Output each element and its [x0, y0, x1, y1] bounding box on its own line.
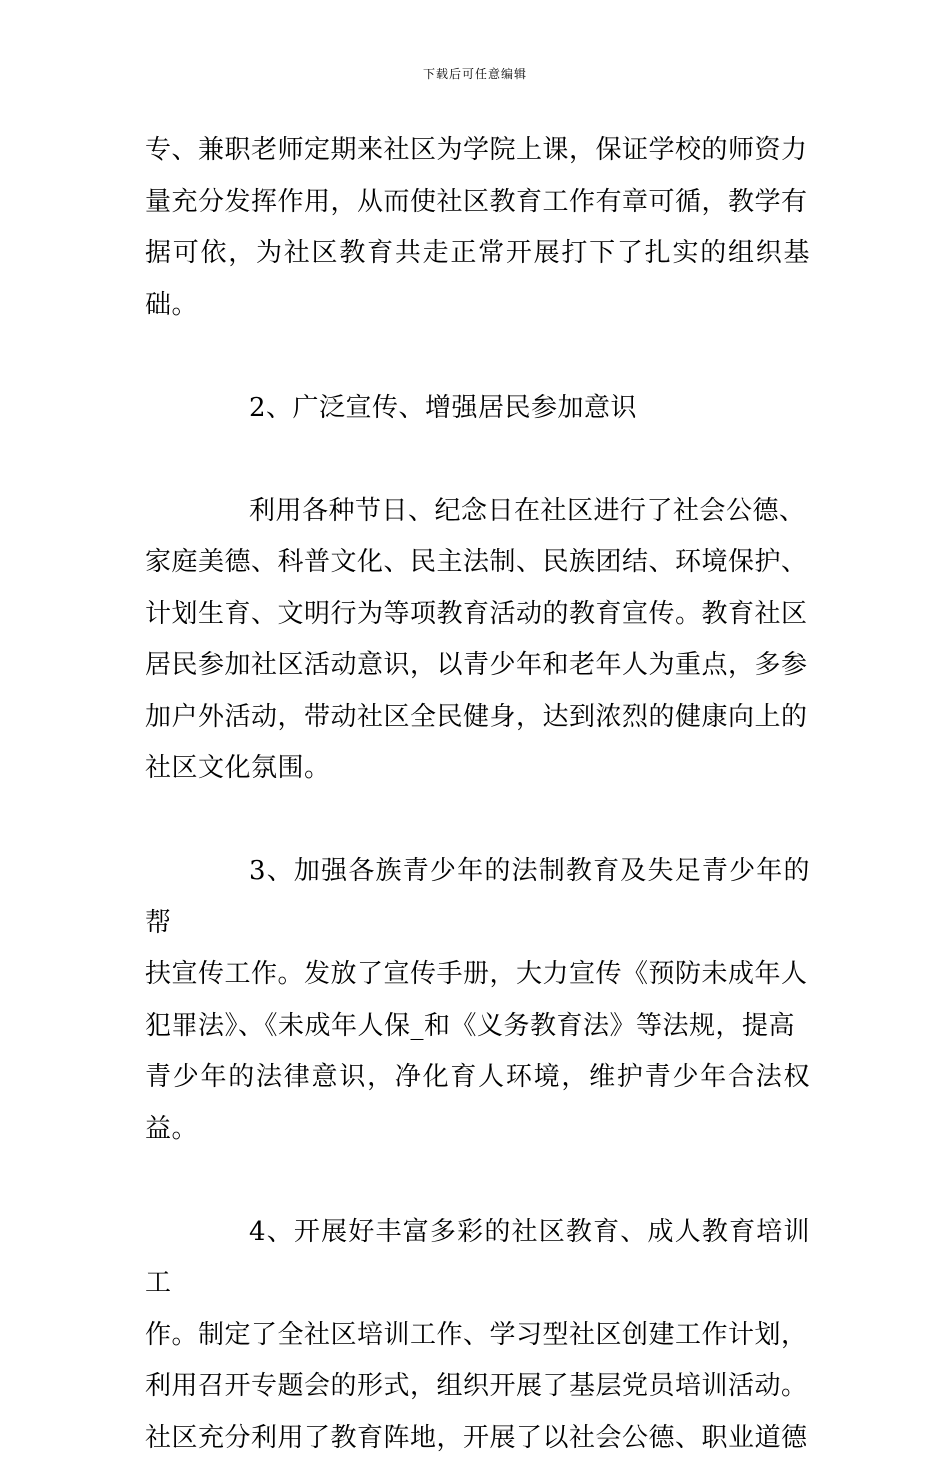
section-heading-2 — [145, 383, 810, 435]
paragraph-training — [145, 1207, 810, 1464]
text-line: 加户外活动，带动社区全民健身，达到浓烈的健康向上的 — [145, 692, 810, 744]
text-line: 3、加强各族青少年的法制教育及失足青少年的帮 — [145, 846, 810, 949]
text-line: 社区文化氛围。 — [145, 743, 810, 795]
text-line: 据可依，为社区教育共走正常开展打下了扎实的组织基础。 — [145, 228, 810, 331]
document-body — [145, 125, 810, 1464]
text-line: 专、兼职老师定期来社区为学院上课，保证学校的师资力 — [145, 125, 810, 177]
text-line: 量充分发挥作用，从而使社区教育工作有章可循，教学有 — [145, 177, 810, 229]
text-line: 利用召开专题会的形式，组织开展了基层党员培训活动。 — [145, 1361, 810, 1413]
paragraph-continuation — [145, 125, 810, 331]
text-line: 青少年的法律意识，净化育人环境，维护青少年合法权益。 — [145, 1052, 810, 1155]
header-note: 下载后可任意编辑 — [0, 66, 950, 82]
paragraph-publicity — [145, 486, 810, 795]
text-line: 作。制定了全社区培训工作、学习型社区创建工作计划， — [145, 1310, 810, 1362]
text-line: 扶宣传工作。发放了宣传手册，大力宣传《预防未成年人 — [145, 949, 810, 1001]
text-line: 社区充分利用了教育阵地，开展了以社会公德、职业道德 — [145, 1413, 810, 1464]
text-line: 利用各种节日、纪念日在社区进行了社会公德、 — [145, 486, 810, 538]
text-line: 犯罪法》、《未成年人保_和《义务教育法》等法规，提高 — [145, 1001, 810, 1053]
text-line: 家庭美德、科普文化、民主法制、民族团结、环境保护、 — [145, 537, 810, 589]
paragraph-legal-education — [145, 846, 810, 1155]
text-line: 计划生育、文明行为等项教育活动的教育宣传。教育社区 — [145, 589, 810, 641]
text-line: 2、广泛宣传、增强居民参加意识 — [145, 383, 810, 435]
text-line: 4、开展好丰富多彩的社区教育、成人教育培训工 — [145, 1207, 810, 1310]
text-line: 居民参加社区活动意识，以青少年和老年人为重点，多参 — [145, 640, 810, 692]
